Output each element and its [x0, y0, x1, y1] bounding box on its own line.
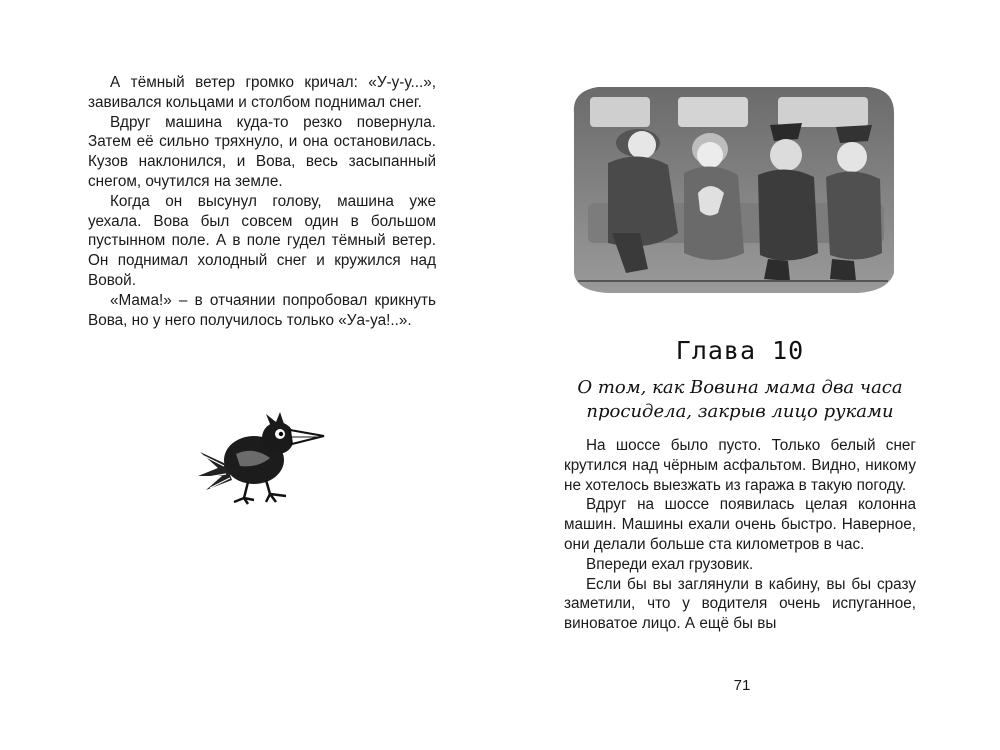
chapter-subtitle: [540, 376, 940, 424]
crow-icon: [196, 402, 330, 506]
paragraph: Вдруг на шоссе появилась целая колонна машин. Машины ехали очень быстро. Наверное, они делали больше ста километров в час.: [564, 496, 916, 553]
left-page-text: [88, 73, 436, 330]
paragraph: Когда он высунул голову, машина уже уехала. Вова был совсем один в большом пустынном поле. А в поле гудел тёмный ветер. Он поднимал холодный снег и кружился над Вовой.: [88, 192, 436, 289]
chapter-subtitle-line: О том, как Вовина мама два часа: [577, 377, 903, 398]
paragraph: Если бы вы заглянули в кабину, вы бы сразу заметили, что у водителя очень испуганное, виноватое лицо. А ещё бы вы: [564, 575, 916, 633]
paragraph: «Мама!» – в отчаянии попробовал крикнуть Вова, но у него получилось только «Уа-уа!..».: [88, 291, 436, 329]
right-page-text: [564, 436, 916, 634]
paragraph: Вдруг машина куда-то резко повернула. Затем её сильно тряхнуло, и она остановилась. Кузов наклонился, и Вова, весь засыпанный снегом, очутился на земле.: [88, 113, 436, 190]
paragraph: На шоссе было пусто. Только белый снег крутился над чёрным асфальтом. Видно, никому не хотелось выезжать из гаража в такую погоду.: [564, 437, 916, 494]
chapter-illustration: [568, 83, 898, 295]
paragraph: Впереди ехал грузовик.: [586, 555, 754, 573]
chapter-subtitle-line: просидела, закрыв лицо руками: [586, 401, 894, 422]
right-page: [500, 0, 1000, 750]
paragraph: А тёмный ветер громко кричал: «У-у-у...», завивался кольцами и столбом поднимал снег.: [88, 74, 436, 111]
crow-illustration: [196, 402, 330, 506]
passengers-illustration-icon: [568, 83, 898, 295]
chapter-title: Глава 10: [675, 336, 805, 365]
page-number: 71: [733, 677, 751, 694]
